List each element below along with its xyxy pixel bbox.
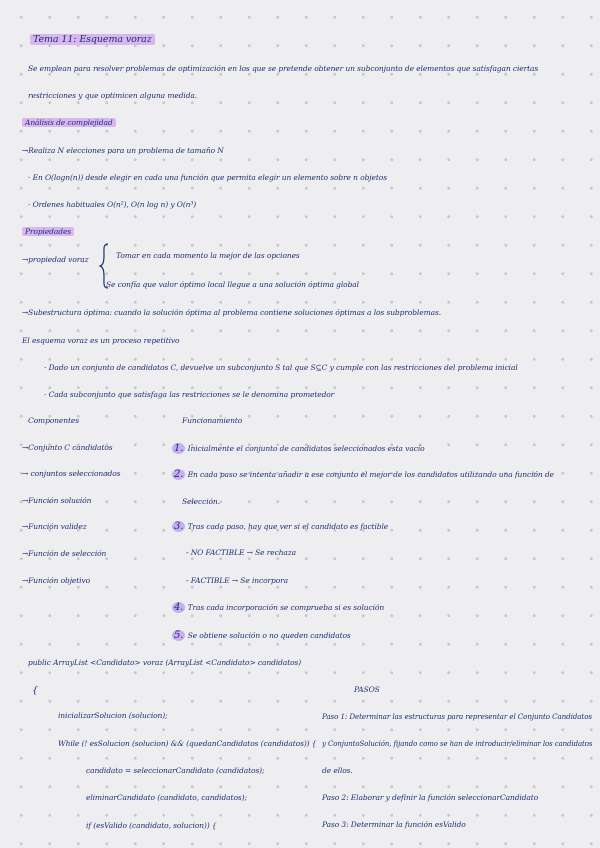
code-line: candidato = seleccionarCandidato (candidatos); bbox=[86, 766, 265, 775]
functioning-step: 4. Tras cada incorporación se comprueba si es solución bbox=[174, 602, 385, 613]
code-line: While (! esSolucion (solucion) && (quedanCandidatos (candidatos)) { bbox=[58, 739, 317, 748]
functioning-step: - FACTIBLE → Se incorpora bbox=[186, 576, 288, 585]
component-item: →Función objetivo bbox=[22, 576, 91, 585]
complexity-heading: Análisis de complejidad bbox=[22, 118, 116, 127]
pasos-line: Paso 3: Determinar la función esValido bbox=[322, 820, 466, 829]
code-line: if (esValido (candidato, solucion)) { bbox=[86, 821, 217, 830]
pasos-heading: PASOS bbox=[354, 685, 380, 694]
properties-heading: Propiedades bbox=[22, 227, 74, 236]
functioning-step: 3. Tras cada paso, hay que ver si el candidato es factible bbox=[174, 521, 389, 532]
pasos-line: Paso 1: Determinar las estructuras para representar el Conjunto Candidatos bbox=[322, 712, 592, 721]
greedy-property-label: →propiedad voraz bbox=[22, 255, 89, 264]
complexity-item: · Ordenes habituales O(n²), O(n log n) y O(n³) bbox=[28, 200, 197, 209]
pasos-line: de ellos. bbox=[322, 766, 353, 775]
components-heading: Componentes bbox=[28, 416, 79, 425]
greedy-line: Tomar en cada momento la mejor de las opciones bbox=[116, 251, 300, 260]
functioning-step: Selección. bbox=[182, 497, 220, 506]
component-item: → conjuntos seleccionados bbox=[22, 469, 121, 478]
code-line: eliminarCandidato (candidato, candidatos); bbox=[86, 793, 247, 802]
functioning-step: 1. Inicialmente el conjunto de candidatos seleccionados esta vacío bbox=[174, 443, 425, 454]
component-item: →Función validez bbox=[22, 522, 87, 531]
page-title bbox=[30, 34, 155, 45]
greedy-line: Se confía que valor óptimo local llegue a una solución óptima global bbox=[106, 280, 359, 289]
title-highlight: Tema 11: Esquema voraz bbox=[30, 34, 155, 45]
code-line: { bbox=[32, 685, 38, 696]
repetitive-text: El esquema voraz es un proceso repetitivo bbox=[22, 336, 180, 345]
complexity-item: · En O(logn(n)) desde elegir en cada una función que permita elegir un elemento sobre n objetos bbox=[28, 173, 387, 182]
functioning-step: 5. Se obtiene solución o no queden candidatos bbox=[174, 630, 351, 641]
component-item: →Función de selección bbox=[22, 549, 107, 558]
code-line: public ArrayList <Candidato> voraz (ArrayList <Candidato> candidatos) bbox=[28, 658, 302, 667]
functioning-step: 2. En cada paso se intenta añadir a ese conjunto el mejor de los candidatos utilizando una función de bbox=[174, 469, 554, 480]
component-item: →Conjunto C candidatos bbox=[22, 443, 113, 452]
component-item: →Función solución bbox=[22, 496, 92, 505]
pasos-line: Paso 2: Elaborar y definir la función seleccionarCandidato bbox=[322, 793, 539, 802]
repetitive-step: · Cada subconjunto que satisfaga las restricciones se le denomina prometedor bbox=[44, 390, 335, 399]
intro-line-2: restricciones y que optimicen alguna medida. bbox=[28, 91, 198, 100]
functioning-step: - NO FACTIBLE → Se rechaza bbox=[186, 548, 297, 557]
repetitive-step: · Dado un conjunto de candidatos C, devuelve un subconjunto S tal que S⊆C y cumple con las restricciones del problema inicial bbox=[44, 363, 518, 372]
complexity-item: →Realiza N elecciones para un problema de tamaño N bbox=[22, 146, 224, 155]
pasos-line: y ConjuntoSolución, fijando como se han de introducir/eliminar los candidatos bbox=[322, 739, 593, 748]
functioning-heading: Funcionamiento bbox=[182, 416, 243, 425]
code-line: inicializarSolucion (solucion); bbox=[58, 711, 168, 720]
intro-line-1: Se emplean para resolver problemas de optimización en los que se pretende obtener un subconjunto de elementos que satisfagan ciertas bbox=[28, 64, 539, 73]
substructure-text: →Subestructura óptima: cuando la solución óptima al problema contiene soluciones óptimas a los subproblemas. bbox=[22, 308, 441, 317]
